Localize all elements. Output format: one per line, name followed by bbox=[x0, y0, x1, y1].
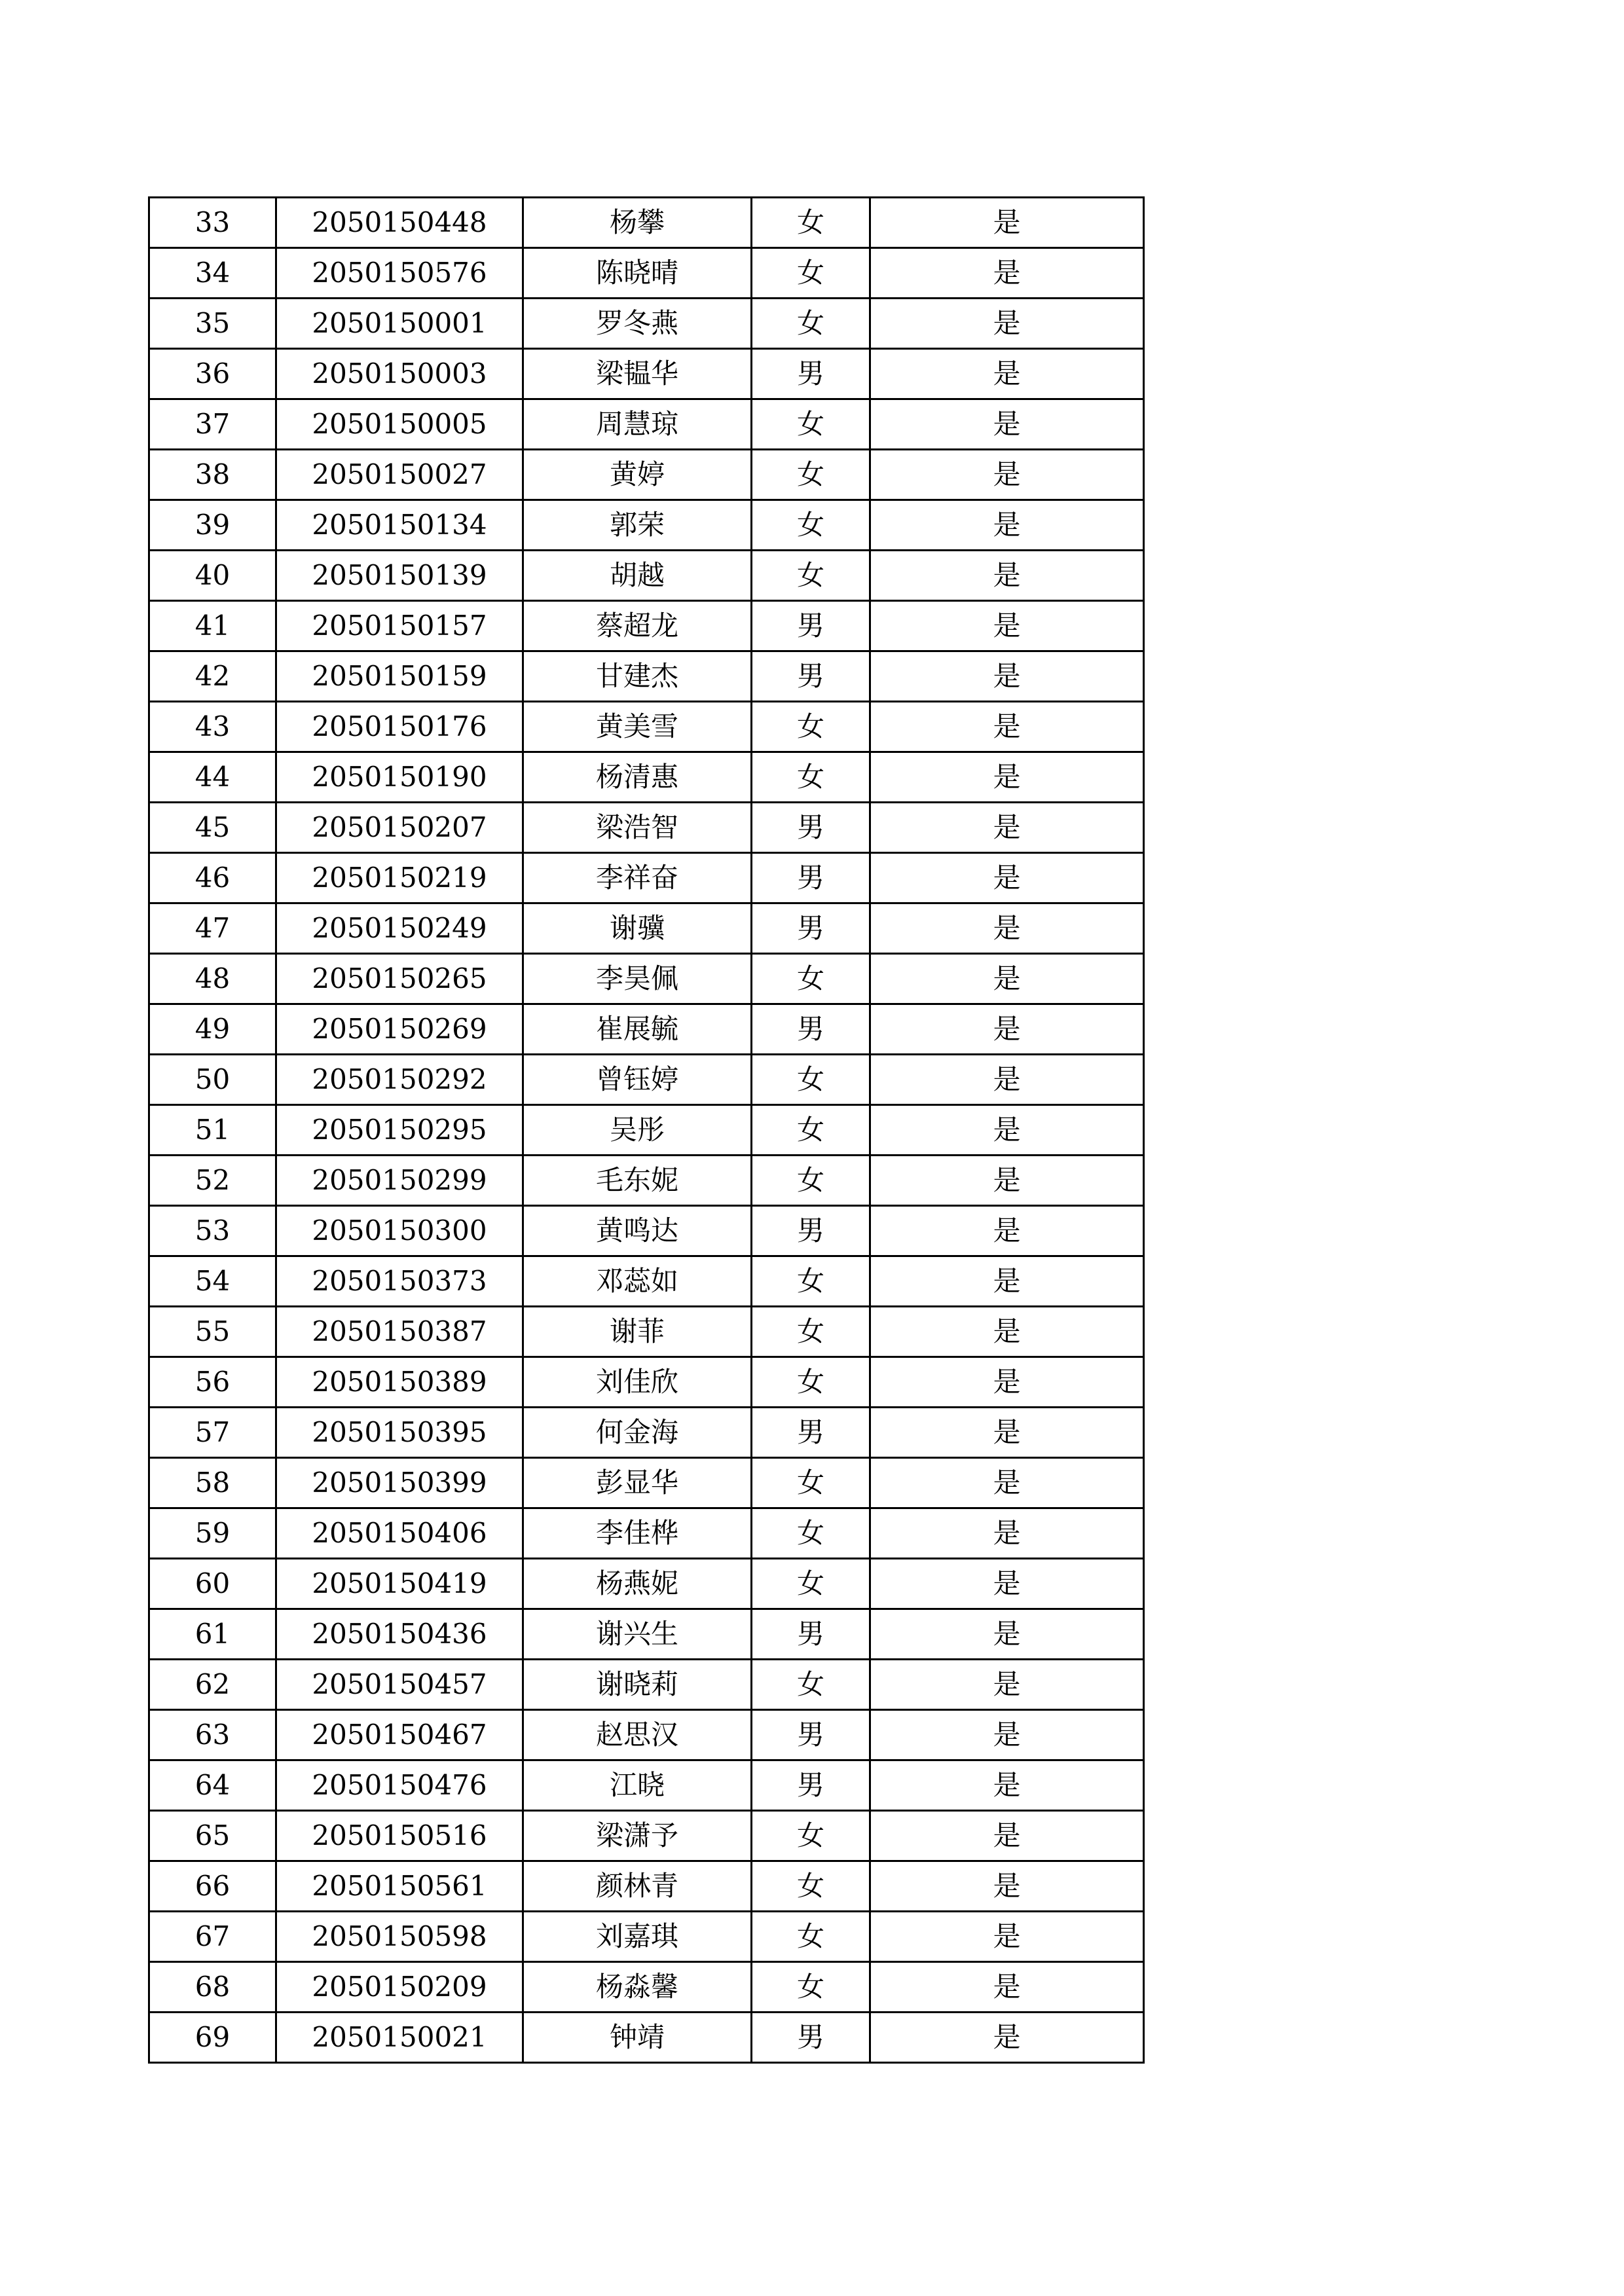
sequence-number-cell: 57 bbox=[149, 1408, 276, 1458]
student-id-cell: 2050150295 bbox=[276, 1105, 523, 1156]
gender-cell: 女 bbox=[752, 1912, 870, 1962]
student-name-cell: 谢晓莉 bbox=[523, 1660, 752, 1710]
gender-cell: 女 bbox=[752, 1861, 870, 1912]
sequence-number-cell: 59 bbox=[149, 1508, 276, 1559]
status-cell: 是 bbox=[870, 803, 1144, 853]
student-id-cell: 2050150448 bbox=[276, 198, 523, 248]
table-row bbox=[149, 248, 1144, 299]
gender-cell: 女 bbox=[752, 1256, 870, 1307]
gender-cell: 女 bbox=[752, 752, 870, 803]
table-row bbox=[149, 1912, 1144, 1962]
table-row bbox=[149, 1357, 1144, 1408]
student-name-cell: 黄婷 bbox=[523, 450, 752, 500]
sequence-number-cell: 41 bbox=[149, 601, 276, 651]
gender-cell: 女 bbox=[752, 1811, 870, 1861]
student-id-cell: 2050150269 bbox=[276, 1004, 523, 1055]
sequence-number-cell: 36 bbox=[149, 349, 276, 399]
student-name-cell: 邓蕊如 bbox=[523, 1256, 752, 1307]
sequence-number-cell: 53 bbox=[149, 1206, 276, 1256]
status-cell: 是 bbox=[870, 1055, 1144, 1105]
gender-cell: 女 bbox=[752, 702, 870, 752]
gender-cell: 女 bbox=[752, 1105, 870, 1156]
student-name-cell: 钟靖 bbox=[523, 2013, 752, 2063]
student-name-cell: 甘建杰 bbox=[523, 651, 752, 702]
sequence-number-cell: 33 bbox=[149, 198, 276, 248]
student-name-cell: 江晓 bbox=[523, 1760, 752, 1811]
status-cell: 是 bbox=[870, 551, 1144, 601]
student-name-cell: 赵思汉 bbox=[523, 1710, 752, 1760]
status-cell: 是 bbox=[870, 299, 1144, 349]
table-row bbox=[149, 1458, 1144, 1508]
student-id-cell: 2050150561 bbox=[276, 1861, 523, 1912]
table-row bbox=[149, 803, 1144, 853]
student-id-cell: 2050150027 bbox=[276, 450, 523, 500]
student-name-cell: 刘佳欣 bbox=[523, 1357, 752, 1408]
sequence-number-cell: 67 bbox=[149, 1912, 276, 1962]
gender-cell: 女 bbox=[752, 1508, 870, 1559]
table-row bbox=[149, 1307, 1144, 1357]
student-name-cell: 彭显华 bbox=[523, 1458, 752, 1508]
student-id-cell: 2050150139 bbox=[276, 551, 523, 601]
status-cell: 是 bbox=[870, 1962, 1144, 2013]
sequence-number-cell: 52 bbox=[149, 1156, 276, 1206]
status-cell: 是 bbox=[870, 1004, 1144, 1055]
status-cell: 是 bbox=[870, 349, 1144, 399]
status-cell: 是 bbox=[870, 954, 1144, 1004]
student-name-cell: 何金海 bbox=[523, 1408, 752, 1458]
table-row bbox=[149, 853, 1144, 903]
status-cell: 是 bbox=[870, 1660, 1144, 1710]
student-id-cell: 2050150001 bbox=[276, 299, 523, 349]
student-list-body bbox=[149, 198, 1144, 2063]
gender-cell: 男 bbox=[752, 1408, 870, 1458]
student-name-cell: 梁韫华 bbox=[523, 349, 752, 399]
gender-cell: 女 bbox=[752, 1055, 870, 1105]
student-name-cell: 李祥奋 bbox=[523, 853, 752, 903]
status-cell: 是 bbox=[870, 903, 1144, 954]
table-row bbox=[149, 1256, 1144, 1307]
gender-cell: 女 bbox=[752, 551, 870, 601]
gender-cell: 女 bbox=[752, 399, 870, 450]
status-cell: 是 bbox=[870, 399, 1144, 450]
gender-cell: 男 bbox=[752, 1609, 870, 1660]
status-cell: 是 bbox=[870, 1559, 1144, 1609]
gender-cell: 女 bbox=[752, 954, 870, 1004]
table-row bbox=[149, 903, 1144, 954]
student-id-cell: 2050150249 bbox=[276, 903, 523, 954]
gender-cell: 女 bbox=[752, 1559, 870, 1609]
student-name-cell: 杨清惠 bbox=[523, 752, 752, 803]
status-cell: 是 bbox=[870, 1912, 1144, 1962]
sequence-number-cell: 47 bbox=[149, 903, 276, 954]
status-cell: 是 bbox=[870, 853, 1144, 903]
table-row bbox=[149, 1559, 1144, 1609]
gender-cell: 女 bbox=[752, 450, 870, 500]
student-id-cell: 2050150406 bbox=[276, 1508, 523, 1559]
student-name-cell: 杨攀 bbox=[523, 198, 752, 248]
table-row bbox=[149, 1206, 1144, 1256]
student-name-cell: 陈晓晴 bbox=[523, 248, 752, 299]
table-row bbox=[149, 752, 1144, 803]
student-id-cell: 2050150159 bbox=[276, 651, 523, 702]
table-row bbox=[149, 1105, 1144, 1156]
status-cell: 是 bbox=[870, 450, 1144, 500]
table-row bbox=[149, 299, 1144, 349]
sequence-number-cell: 46 bbox=[149, 853, 276, 903]
table-row bbox=[149, 1508, 1144, 1559]
gender-cell: 男 bbox=[752, 803, 870, 853]
status-cell: 是 bbox=[870, 1508, 1144, 1559]
sequence-number-cell: 65 bbox=[149, 1811, 276, 1861]
table-row bbox=[149, 1962, 1144, 2013]
student-id-cell: 2050150021 bbox=[276, 2013, 523, 2063]
student-id-cell: 2050150299 bbox=[276, 1156, 523, 1206]
status-cell: 是 bbox=[870, 1861, 1144, 1912]
table-row bbox=[149, 1660, 1144, 1710]
table-row bbox=[149, 500, 1144, 551]
student-id-cell: 2050150207 bbox=[276, 803, 523, 853]
sequence-number-cell: 63 bbox=[149, 1710, 276, 1760]
sequence-number-cell: 60 bbox=[149, 1559, 276, 1609]
student-id-cell: 2050150476 bbox=[276, 1760, 523, 1811]
status-cell: 是 bbox=[870, 1156, 1144, 1206]
student-id-cell: 2050150419 bbox=[276, 1559, 523, 1609]
student-id-cell: 2050150157 bbox=[276, 601, 523, 651]
student-name-cell: 颜林青 bbox=[523, 1861, 752, 1912]
sequence-number-cell: 68 bbox=[149, 1962, 276, 2013]
sequence-number-cell: 64 bbox=[149, 1760, 276, 1811]
student-id-cell: 2050150389 bbox=[276, 1357, 523, 1408]
status-cell: 是 bbox=[870, 702, 1144, 752]
status-cell: 是 bbox=[870, 1760, 1144, 1811]
table-row bbox=[149, 1760, 1144, 1811]
sequence-number-cell: 44 bbox=[149, 752, 276, 803]
student-id-cell: 2050150598 bbox=[276, 1912, 523, 1962]
table-row bbox=[149, 2013, 1144, 2063]
gender-cell: 女 bbox=[752, 1458, 870, 1508]
student-id-cell: 2050150467 bbox=[276, 1710, 523, 1760]
table-row bbox=[149, 1004, 1144, 1055]
gender-cell: 男 bbox=[752, 1760, 870, 1811]
student-name-cell: 曾钰婷 bbox=[523, 1055, 752, 1105]
gender-cell: 女 bbox=[752, 248, 870, 299]
student-id-cell: 2050150176 bbox=[276, 702, 523, 752]
table-row bbox=[149, 198, 1144, 248]
sequence-number-cell: 39 bbox=[149, 500, 276, 551]
table-row bbox=[149, 1408, 1144, 1458]
sequence-number-cell: 42 bbox=[149, 651, 276, 702]
sequence-number-cell: 55 bbox=[149, 1307, 276, 1357]
gender-cell: 女 bbox=[752, 1156, 870, 1206]
student-name-cell: 谢菲 bbox=[523, 1307, 752, 1357]
sequence-number-cell: 40 bbox=[149, 551, 276, 601]
status-cell: 是 bbox=[870, 2013, 1144, 2063]
status-cell: 是 bbox=[870, 1408, 1144, 1458]
status-cell: 是 bbox=[870, 1357, 1144, 1408]
student-id-cell: 2050150395 bbox=[276, 1408, 523, 1458]
status-cell: 是 bbox=[870, 1458, 1144, 1508]
student-name-cell: 谢兴生 bbox=[523, 1609, 752, 1660]
student-id-cell: 2050150300 bbox=[276, 1206, 523, 1256]
sequence-number-cell: 35 bbox=[149, 299, 276, 349]
sequence-number-cell: 45 bbox=[149, 803, 276, 853]
table-row bbox=[149, 651, 1144, 702]
student-id-cell: 2050150265 bbox=[276, 954, 523, 1004]
table-row bbox=[149, 1861, 1144, 1912]
student-name-cell: 郭荣 bbox=[523, 500, 752, 551]
student-name-cell: 杨燕妮 bbox=[523, 1559, 752, 1609]
student-name-cell: 胡越 bbox=[523, 551, 752, 601]
gender-cell: 女 bbox=[752, 1357, 870, 1408]
status-cell: 是 bbox=[870, 248, 1144, 299]
status-cell: 是 bbox=[870, 752, 1144, 803]
table-row bbox=[149, 601, 1144, 651]
gender-cell: 男 bbox=[752, 1206, 870, 1256]
table-row bbox=[149, 349, 1144, 399]
student-id-cell: 2050150219 bbox=[276, 853, 523, 903]
student-id-cell: 2050150436 bbox=[276, 1609, 523, 1660]
table-row bbox=[149, 954, 1144, 1004]
sequence-number-cell: 49 bbox=[149, 1004, 276, 1055]
student-name-cell: 黄鸣达 bbox=[523, 1206, 752, 1256]
status-cell: 是 bbox=[870, 198, 1144, 248]
gender-cell: 男 bbox=[752, 903, 870, 954]
student-name-cell: 梁浩智 bbox=[523, 803, 752, 853]
sequence-number-cell: 43 bbox=[149, 702, 276, 752]
status-cell: 是 bbox=[870, 1256, 1144, 1307]
gender-cell: 女 bbox=[752, 198, 870, 248]
student-name-cell: 李佳桦 bbox=[523, 1508, 752, 1559]
sequence-number-cell: 56 bbox=[149, 1357, 276, 1408]
status-cell: 是 bbox=[870, 500, 1144, 551]
student-name-cell: 吴彤 bbox=[523, 1105, 752, 1156]
student-name-cell: 崔展毓 bbox=[523, 1004, 752, 1055]
student-id-cell: 2050150576 bbox=[276, 248, 523, 299]
sequence-number-cell: 69 bbox=[149, 2013, 276, 2063]
student-name-cell: 李昊佩 bbox=[523, 954, 752, 1004]
table-row bbox=[149, 1811, 1144, 1861]
table-row bbox=[149, 1156, 1144, 1206]
student-id-cell: 2050150003 bbox=[276, 349, 523, 399]
student-name-cell: 毛东妮 bbox=[523, 1156, 752, 1206]
student-id-cell: 2050150516 bbox=[276, 1811, 523, 1861]
gender-cell: 男 bbox=[752, 1004, 870, 1055]
sequence-number-cell: 61 bbox=[149, 1609, 276, 1660]
gender-cell: 男 bbox=[752, 2013, 870, 2063]
student-id-cell: 2050150190 bbox=[276, 752, 523, 803]
sequence-number-cell: 66 bbox=[149, 1861, 276, 1912]
student-id-cell: 2050150005 bbox=[276, 399, 523, 450]
gender-cell: 女 bbox=[752, 1307, 870, 1357]
sequence-number-cell: 54 bbox=[149, 1256, 276, 1307]
student-name-cell: 梁潇予 bbox=[523, 1811, 752, 1861]
student-id-cell: 2050150209 bbox=[276, 1962, 523, 2013]
table-row bbox=[149, 1055, 1144, 1105]
student-name-cell: 刘嘉琪 bbox=[523, 1912, 752, 1962]
gender-cell: 男 bbox=[752, 349, 870, 399]
table-row bbox=[149, 1609, 1144, 1660]
student-id-cell: 2050150134 bbox=[276, 500, 523, 551]
status-cell: 是 bbox=[870, 1710, 1144, 1760]
gender-cell: 男 bbox=[752, 853, 870, 903]
student-name-cell: 罗冬燕 bbox=[523, 299, 752, 349]
gender-cell: 女 bbox=[752, 500, 870, 551]
gender-cell: 女 bbox=[752, 1660, 870, 1710]
status-cell: 是 bbox=[870, 1307, 1144, 1357]
sequence-number-cell: 38 bbox=[149, 450, 276, 500]
student-id-cell: 2050150387 bbox=[276, 1307, 523, 1357]
sequence-number-cell: 51 bbox=[149, 1105, 276, 1156]
table-row bbox=[149, 399, 1144, 450]
status-cell: 是 bbox=[870, 1105, 1144, 1156]
table-row bbox=[149, 702, 1144, 752]
table-row bbox=[149, 551, 1144, 601]
status-cell: 是 bbox=[870, 651, 1144, 702]
sequence-number-cell: 50 bbox=[149, 1055, 276, 1105]
student-id-cell: 2050150457 bbox=[276, 1660, 523, 1710]
student-id-cell: 2050150373 bbox=[276, 1256, 523, 1307]
gender-cell: 女 bbox=[752, 1962, 870, 2013]
student-name-cell: 谢骥 bbox=[523, 903, 752, 954]
student-name-cell: 黄美雪 bbox=[523, 702, 752, 752]
gender-cell: 男 bbox=[752, 651, 870, 702]
status-cell: 是 bbox=[870, 1811, 1144, 1861]
student-list-table bbox=[148, 196, 1145, 2064]
sequence-number-cell: 58 bbox=[149, 1458, 276, 1508]
gender-cell: 女 bbox=[752, 299, 870, 349]
status-cell: 是 bbox=[870, 1609, 1144, 1660]
sequence-number-cell: 48 bbox=[149, 954, 276, 1004]
table-row bbox=[149, 1710, 1144, 1760]
student-id-cell: 2050150292 bbox=[276, 1055, 523, 1105]
sequence-number-cell: 62 bbox=[149, 1660, 276, 1710]
status-cell: 是 bbox=[870, 601, 1144, 651]
status-cell: 是 bbox=[870, 1206, 1144, 1256]
student-name-cell: 杨淼馨 bbox=[523, 1962, 752, 2013]
student-name-cell: 周慧琼 bbox=[523, 399, 752, 450]
table-row bbox=[149, 450, 1144, 500]
gender-cell: 男 bbox=[752, 601, 870, 651]
sequence-number-cell: 37 bbox=[149, 399, 276, 450]
sequence-number-cell: 34 bbox=[149, 248, 276, 299]
student-name-cell: 蔡超龙 bbox=[523, 601, 752, 651]
student-id-cell: 2050150399 bbox=[276, 1458, 523, 1508]
gender-cell: 男 bbox=[752, 1710, 870, 1760]
